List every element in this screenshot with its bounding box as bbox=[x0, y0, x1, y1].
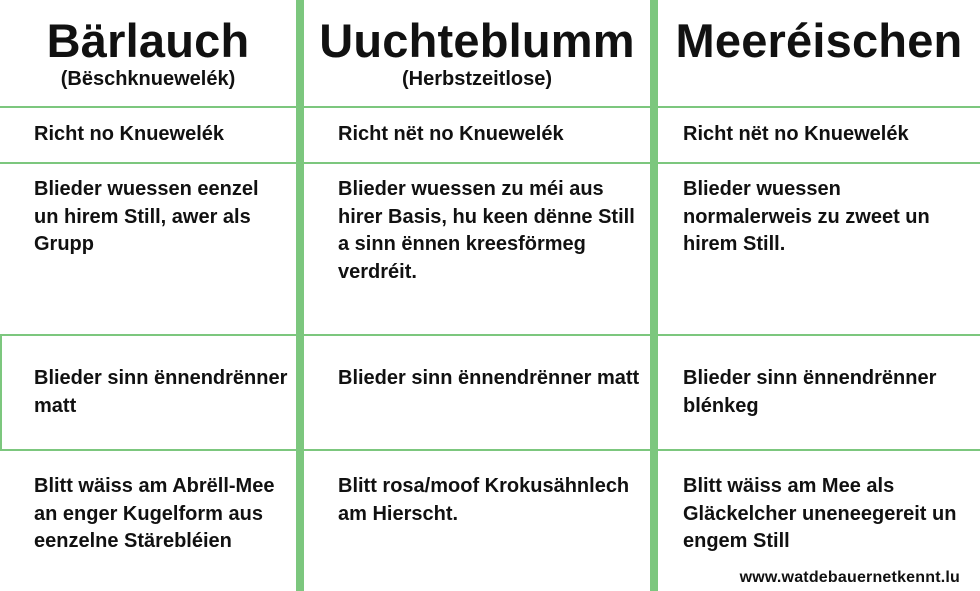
column-divider bbox=[296, 0, 304, 591]
column-header bbox=[0, 0, 296, 106]
cell-smell: Richt nët no Knuewelék bbox=[683, 123, 909, 145]
cell-leaves: Blieder wuessen zu méi aus hirer Basis, hu keen dënne Still a sinn ënnen kreesförmeg verdréit. bbox=[338, 178, 635, 283]
cell-smell: Richt nët no Knuewelék bbox=[338, 123, 564, 145]
cell-leaves: Blieder wuessen eenzel un hirem Still, awer als Grupp bbox=[34, 178, 259, 255]
column-subtitle: (Bëschknuewelék) bbox=[60, 68, 236, 90]
column-header bbox=[304, 0, 650, 106]
column-uuchteblumm bbox=[304, 0, 650, 591]
column-baerlauch bbox=[0, 0, 296, 591]
column-subtitle: (Herbstzeitlose) bbox=[401, 68, 553, 90]
cell-leaf-underside: Blieder sinn ënnendrënner matt bbox=[34, 367, 288, 417]
cell-flower: Blitt wäiss am Mee als Gläckelcher uneneegereit un engem Still bbox=[683, 475, 957, 552]
cell-flower: Blitt rosa/moof Krokusähnlech am Hierscht. bbox=[338, 475, 630, 525]
column-divider bbox=[650, 0, 658, 591]
cell-leaf-underside: Blieder sinn ënnendrënner blénkeg bbox=[683, 367, 937, 417]
cell-smell: Richt no Knuewelék bbox=[34, 123, 225, 145]
column-meereischen bbox=[658, 0, 980, 591]
cell-leaves: Blieder wuessen normalerweis zu zweet un hirem Still. bbox=[683, 178, 930, 255]
cell-leaf-underside: Blieder sinn ënnendrënner matt bbox=[338, 367, 640, 389]
column-title: Bärlauch bbox=[46, 14, 250, 67]
column-header bbox=[658, 0, 980, 106]
column-title: Meeréischen bbox=[675, 14, 963, 67]
cell-flower: Blitt wäiss am Abrëll-Mee an enger Kugelform aus eenzelne Stärebléien bbox=[34, 475, 275, 552]
website-footer: www.watdebauernetkennt.lu bbox=[739, 569, 960, 586]
column-title: Uuchteblumm bbox=[319, 14, 635, 67]
